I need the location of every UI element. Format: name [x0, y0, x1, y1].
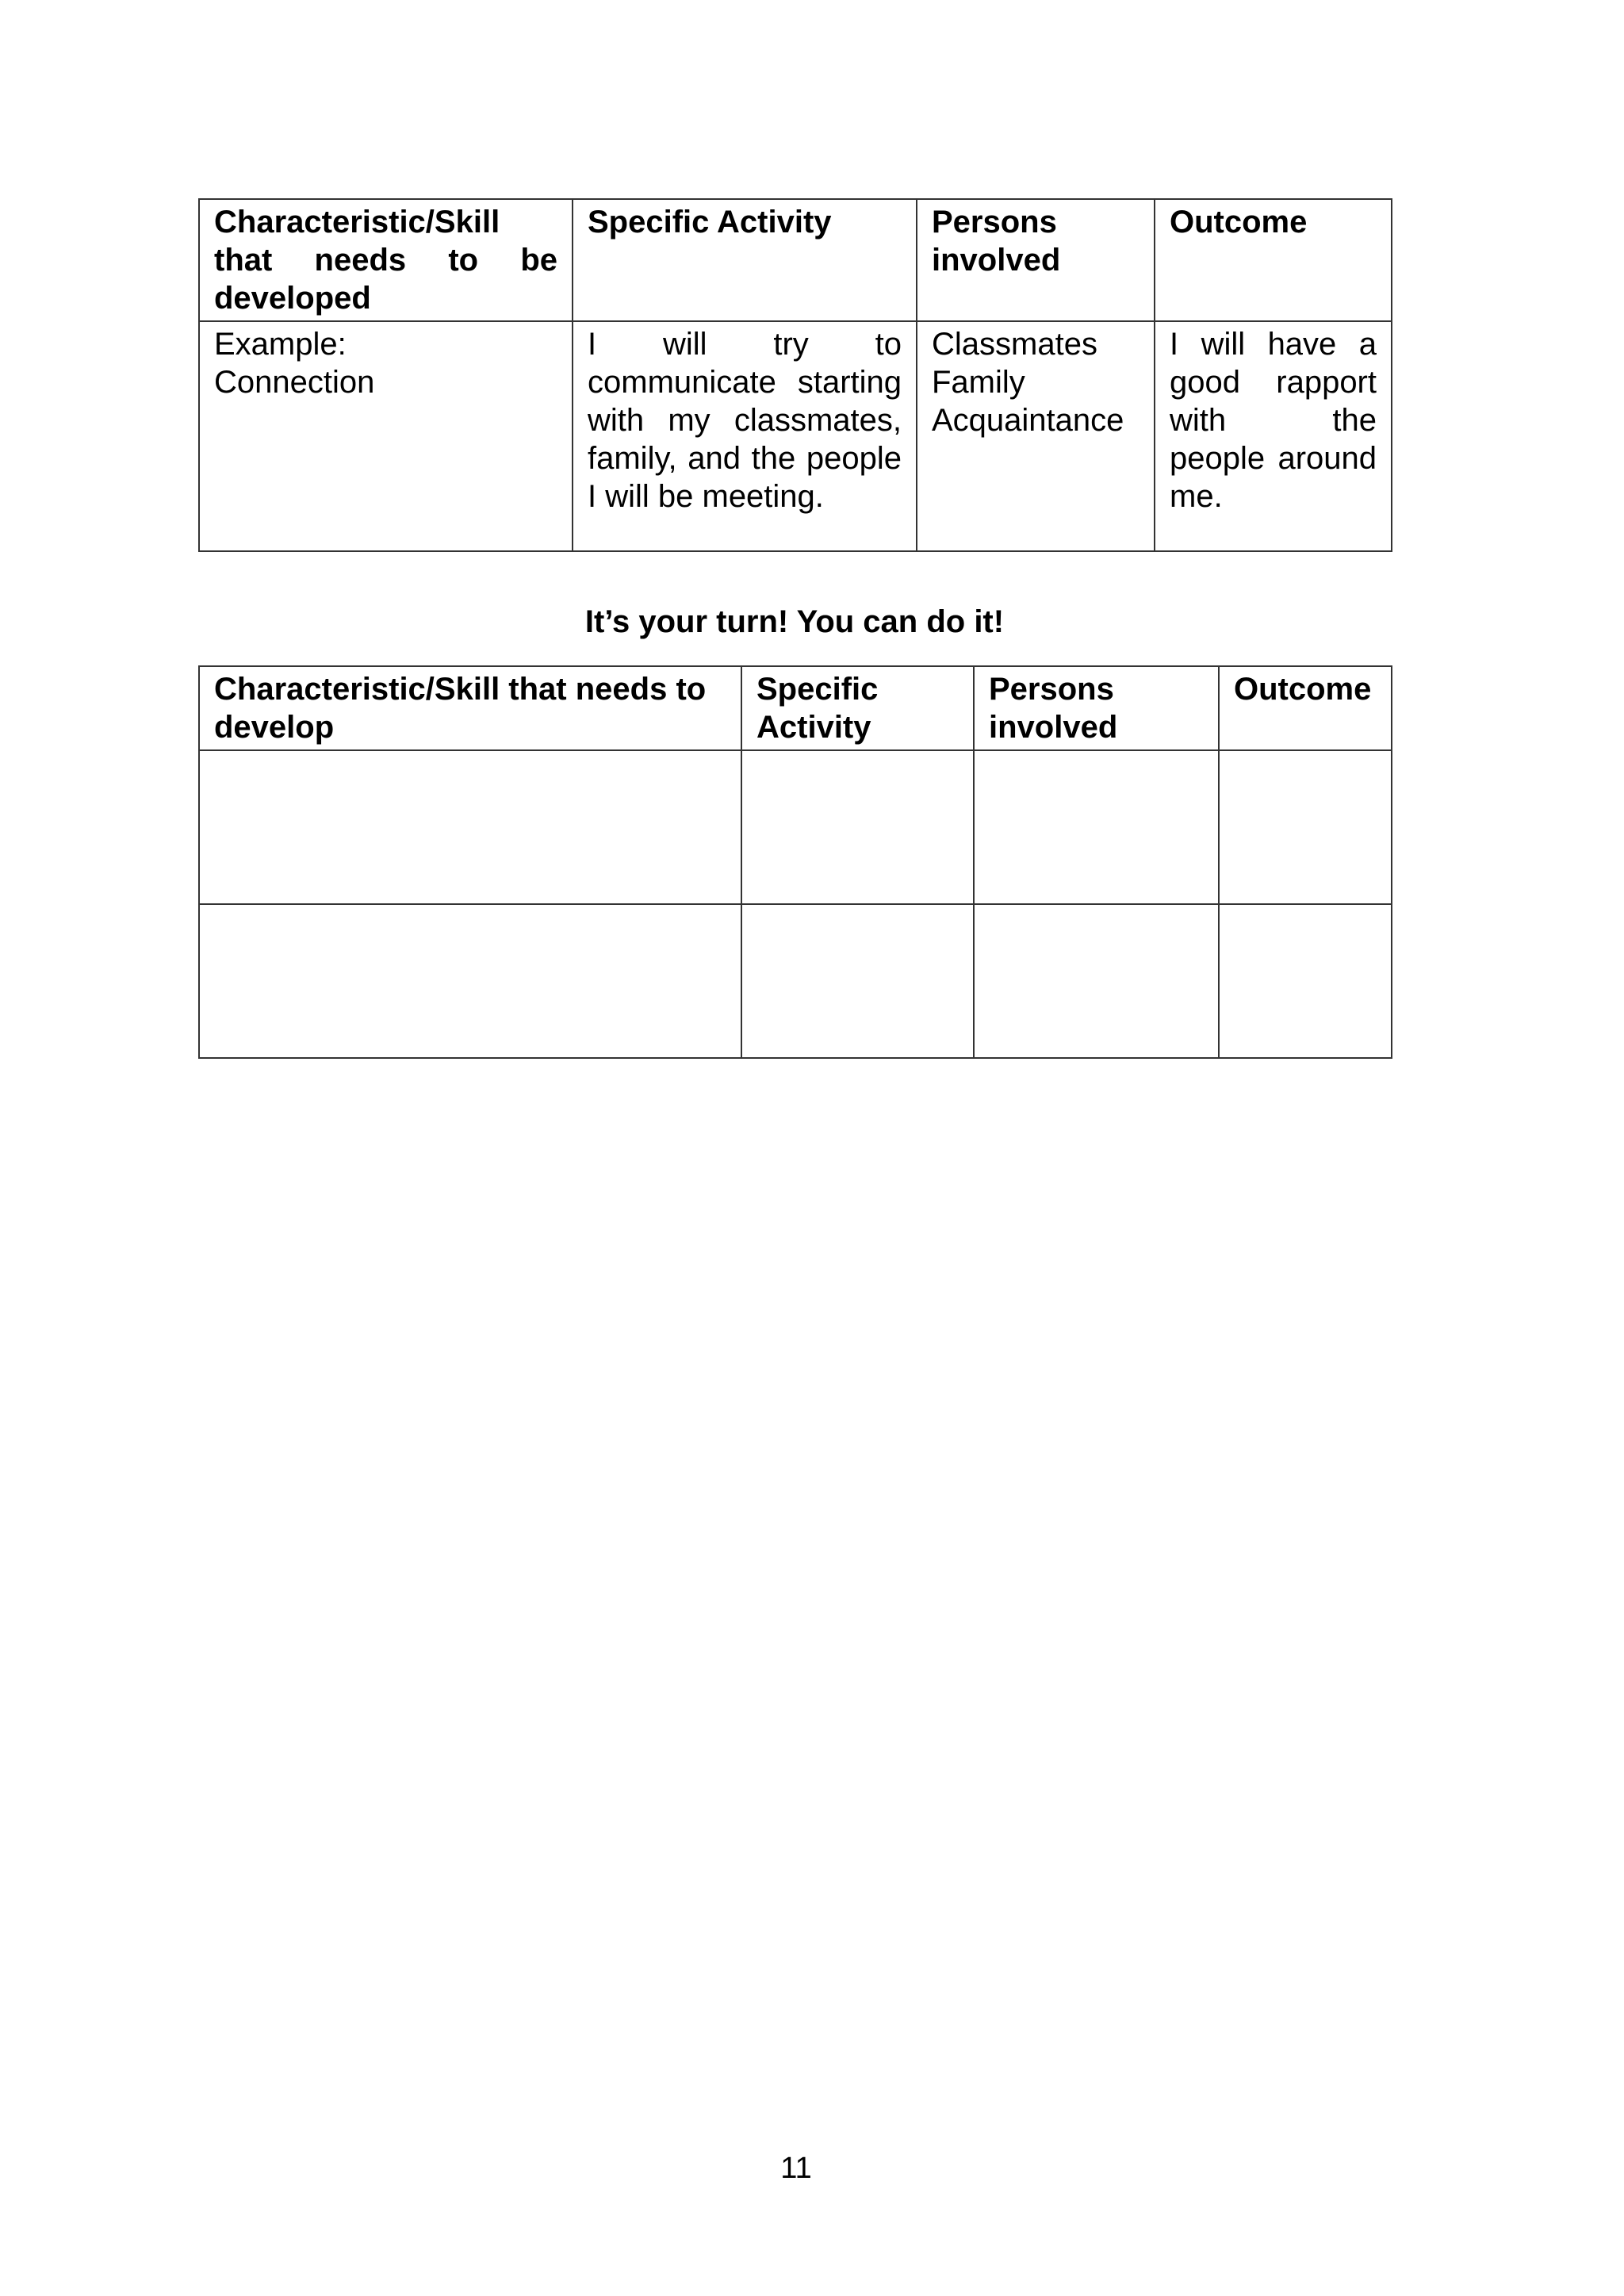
practice-skill-input-cell[interactable] [199, 904, 741, 1058]
example-activity-cell: I will try to communicate starting with my classmates, family, and the people I will be meeting. [573, 321, 917, 551]
practice-header-persons: Persons involved [974, 666, 1219, 750]
example-person: Family [932, 365, 1025, 400]
example-header-outcome: Outcome [1155, 199, 1392, 321]
example-skill-label: Example: [214, 327, 347, 362]
example-skill-value: Connection [214, 365, 375, 400]
example-skill-cell [199, 321, 573, 551]
example-persons-cell [917, 321, 1155, 551]
practice-skill-input-cell[interactable] [199, 750, 741, 904]
practice-persons-input-cell[interactable] [974, 904, 1219, 1058]
practice-blank-row [199, 904, 1392, 1058]
practice-header-skill: Characteristic/Skill that needs to develop [199, 666, 741, 750]
example-header-persons: Persons involved [917, 199, 1155, 321]
practice-header-outcome: Outcome [1219, 666, 1392, 750]
practice-blank-row [199, 750, 1392, 904]
practice-outcome-input-cell[interactable] [1219, 750, 1392, 904]
practice-header-row [199, 666, 1392, 750]
section-heading: It’s your turn! You can do it! [584, 604, 1005, 639]
example-header-activity: Specific Activity [573, 199, 917, 321]
example-person: Acquaintance [932, 403, 1124, 438]
practice-table [198, 665, 1392, 1059]
example-outcome-cell: I will have a good rapport with the people around me. [1155, 321, 1392, 551]
practice-activity-input-cell[interactable] [741, 750, 974, 904]
page-number: 11 [780, 2152, 812, 2185]
example-header-skill: Characteristic/Skill that needs to be developed [199, 199, 573, 321]
example-table [198, 198, 1392, 552]
example-person: Classmates [932, 327, 1097, 362]
practice-header-activity: Specific Activity [741, 666, 974, 750]
practice-outcome-input-cell[interactable] [1219, 904, 1392, 1058]
example-header-row [199, 199, 1392, 321]
practice-activity-input-cell[interactable] [741, 904, 974, 1058]
practice-persons-input-cell[interactable] [974, 750, 1219, 904]
example-row [199, 321, 1392, 551]
